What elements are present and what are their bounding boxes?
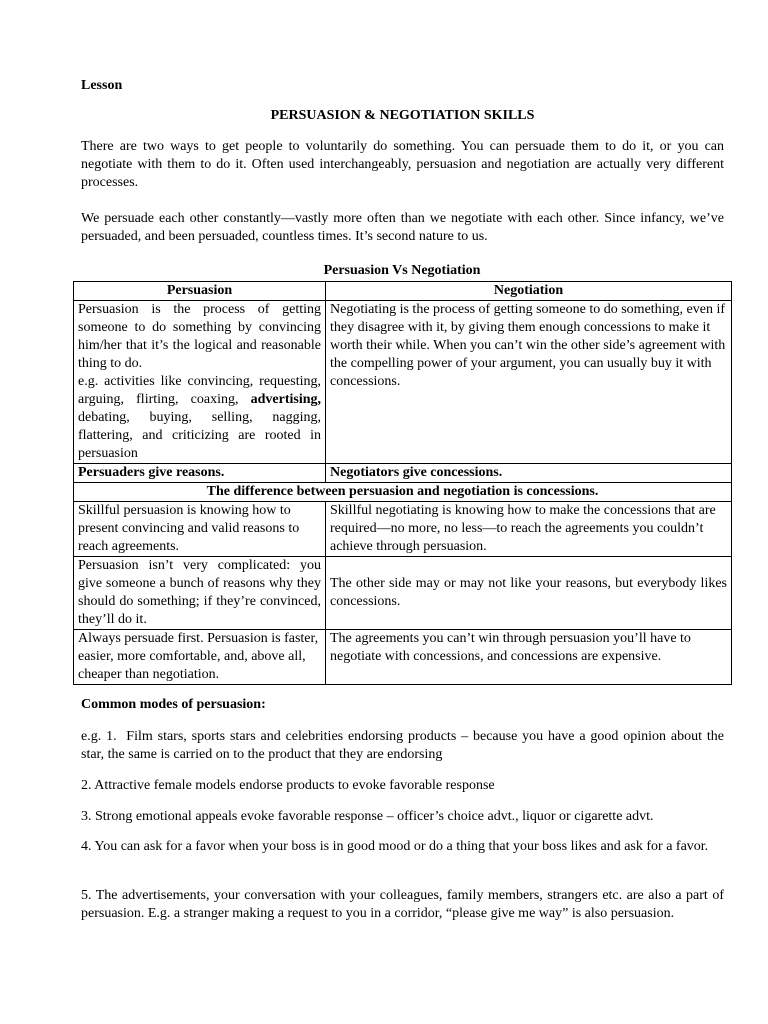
lesson-label: Lesson (81, 78, 123, 93)
cell-persuade-first: Always persuade first. Persuasion is faster, easier, more comfortable, and, above all, cheaper than negotiation. (74, 630, 326, 685)
mode-item-1: e.g. 1. Film stars, sports stars and celebrities endorsing products – because you have a good opinion about the star, the same is carried on to the product that they are endorsing (81, 729, 724, 762)
page-title: PERSUASION & NEGOTIATION SKILLS (270, 108, 535, 123)
table-row (74, 630, 732, 685)
cell-persuasion-definition (74, 301, 326, 464)
mode-item-4: 4. You can ask for a favor when your boss is in good mood or do a thing that your boss likes and ask for a favor. (81, 839, 709, 854)
cell-difference-statement: The difference between persuasion and negotiation is concessions. (74, 483, 732, 502)
persuasion-examples-prefix: e.g. activities like convincing, requesting, arguing, flirting, coaxing, (78, 374, 321, 407)
cell-persuaders-give-reasons: Persuaders give reasons. (74, 464, 326, 483)
header-persuasion: Persuasion (74, 282, 326, 301)
persuasion-examples-bold: advertising, (250, 392, 322, 407)
mode-item-5: 5. The advertisements, your conversation with your colleagues, family members, strangers etc. are also a part of persuasion. E.g. a stranger making a request to you in a corridor, “please give me way” is also persuasion. (81, 888, 724, 921)
cell-persuasion-simple: Persuasion isn’t very complicated: you give someone a bunch of reasons why they should do something; if they’re convinced, they’ll do it. (74, 557, 326, 630)
cell-skillful-negotiating: Skillful negotiating is knowing how to make the concessions that are required—no more, no less—to reach the agreements you couldn’t achieve through persuasion. (326, 502, 732, 557)
table-row (74, 464, 732, 483)
table-row (74, 483, 732, 502)
table-header-row (74, 282, 732, 301)
table-caption: Persuasion Vs Negotiation (323, 263, 481, 278)
cell-everybody-likes-concessions: The other side may or may not like your reasons, but everybody likes concessions. (326, 557, 732, 630)
modes-heading: Common modes of persuasion: (81, 697, 266, 712)
cell-negotiators-give-concessions: Negotiators give concessions. (326, 464, 732, 483)
cell-skillful-persuasion: Skillful persuasion is knowing how to present convincing and valid reasons to reach agreements. (74, 502, 326, 557)
intro-paragraph-1: There are two ways to get people to voluntarily do something. You can persuade them to do it, or you can negotiate with them to do it. Often used interchangeably, persuasion and negotiation are actually very different processes. (81, 139, 724, 190)
table-row (74, 301, 732, 464)
cell-negotiation-definition: Negotiating is the process of getting someone to do something, even if they disagree with it, by giving them enough concessions to make it worth their while. When you can’t win the other side’s agreement with the compelling power of your argument, you can usually buy it with concessions. (326, 301, 732, 464)
mode-item-3: 3. Strong emotional appeals evoke favorable response – officer’s choice advt., liquor or cigarette advt. (81, 809, 654, 824)
header-negotiation: Negotiation (326, 282, 732, 301)
comparison-table (73, 281, 732, 685)
persuasion-definition-text: Persuasion is the process of getting someone to do something by convincing him/her that it’s the logical and reasonable thing to do. (78, 302, 321, 371)
persuasion-examples-suffix: debating, buying, selling, nagging, flattering, and criticizing are rooted in persuasion (78, 410, 321, 461)
cell-negotiate-concessions: The agreements you can’t win through persuasion you’ll have to negotiate with concessions, and concessions are expensive. (326, 630, 732, 685)
table-row (74, 557, 732, 630)
intro-paragraph-2: We persuade each other constantly—vastly more often than we negotiate with each other. Since infancy, we’ve persuaded, and been persuaded, countless times. It’s second nature to us. (81, 211, 724, 244)
table-row (74, 502, 732, 557)
mode-item-2: 2. Attractive female models endorse products to evoke favorable response (81, 778, 495, 793)
